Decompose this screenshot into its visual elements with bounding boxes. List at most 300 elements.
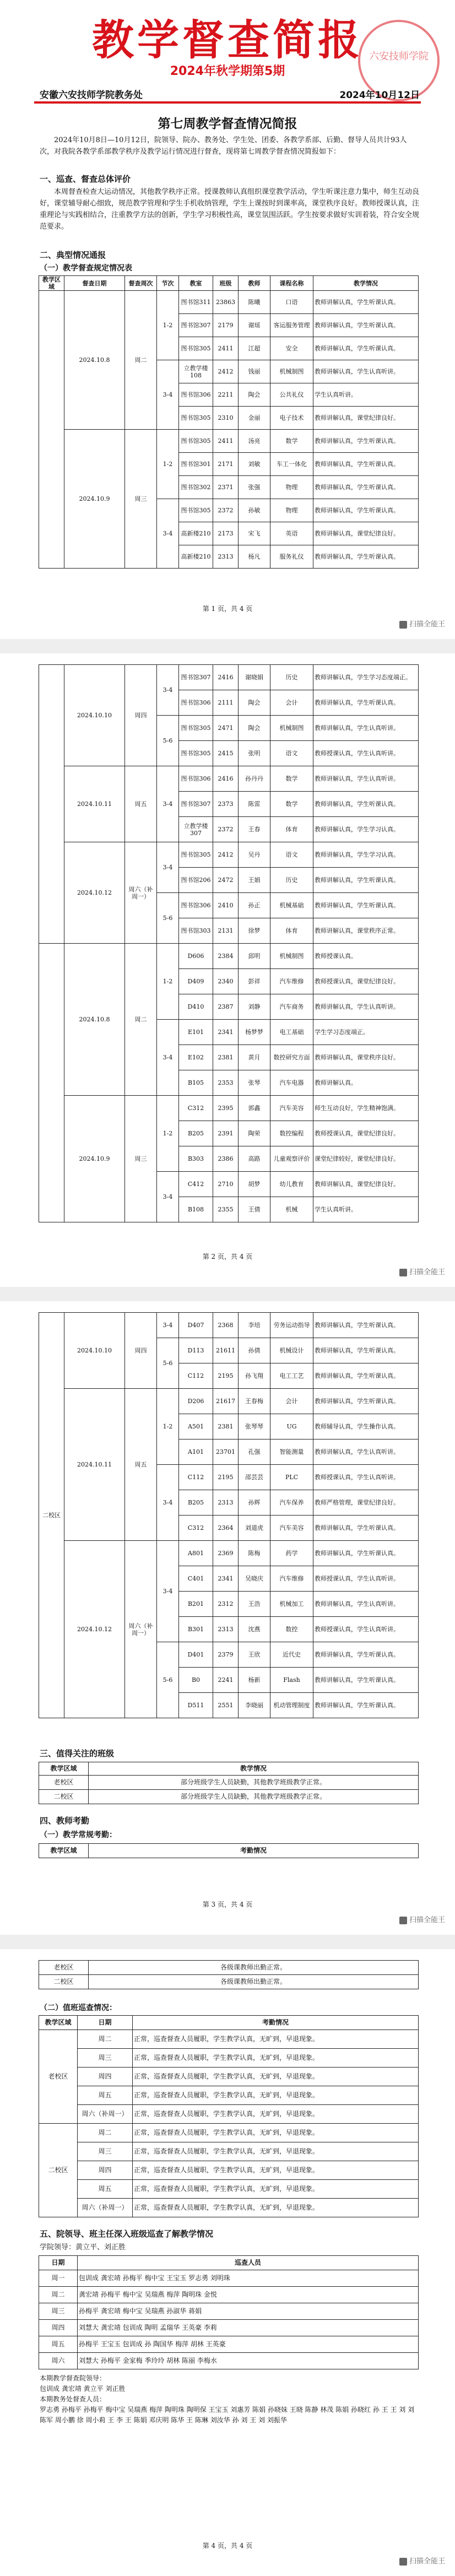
- class-cell: 2131: [213, 918, 239, 944]
- teacher-cell: 张明: [239, 741, 270, 766]
- teacher-cell: 王欣: [239, 1642, 270, 1668]
- course-cell: 体育: [270, 918, 313, 944]
- date-cell: 2024.10.12: [64, 1541, 125, 1718]
- note-cell: 教师讲解认真，学生听课认真。: [313, 1516, 419, 1541]
- period-cell: 5-6: [157, 893, 179, 944]
- inspection-table-p3: [39, 1312, 419, 1718]
- duty-day: 周二: [78, 2030, 133, 2049]
- note-cell: 教师讲解认真，学生听课认真。: [313, 1313, 419, 1338]
- class-cell: 2412: [213, 360, 239, 383]
- col-period: 节次: [157, 276, 179, 291]
- duty-note: 正常，巡查督查人员履职，学生教学认真，无旷到，早退现象。: [133, 2199, 419, 2217]
- note-cell: 教师讲解认真，学生认真听讲。: [313, 360, 419, 383]
- course-cell: 汽车商务: [270, 994, 313, 1020]
- note-cell: 教师讲解认真，学生认真听讲。: [313, 766, 419, 792]
- course-cell: 电工基础: [270, 1020, 313, 1045]
- note-cell: 教师讲解认真，课堂纪律良好。: [313, 522, 419, 545]
- p1-body: [39, 291, 419, 569]
- week-cell: 周四: [125, 665, 157, 766]
- note-cell: 教师讲解认真，学生听课认真。: [313, 430, 419, 453]
- course-cell: 药学: [270, 1541, 313, 1566]
- section-1-text: 本周督查检查大运动情况，其他教学秩序正常。授课教师认真组织课堂教学活动，学生听课注意力集中，师生互动良好，课堂辅导耐心细致，规范教学管理和学生手机收纳管理，学生上课按时到课率高，课堂秩序良好。教师授课认真，注重理论与实践相结合，注重教学方法的创新，学生学习积极性高，课堂氛围活跃。学生按要求做好实训着装，符合安全规范要求。: [40, 188, 420, 231]
- class-cell: 2386: [213, 1146, 239, 1172]
- patrol-col-header: 巡查人员: [78, 2256, 419, 2270]
- room-cell: 图书馆307: [179, 665, 213, 690]
- class-cell: 21617: [213, 1389, 239, 1414]
- masthead-issue: 2024年秋学期第5期: [170, 64, 285, 78]
- class-cell: 2173: [213, 522, 239, 545]
- teacher-cell: 杨新: [239, 1668, 270, 1693]
- room-cell: 立教学楼307: [179, 817, 213, 842]
- course-cell: 电工工艺: [270, 1363, 313, 1389]
- course-cell: 汽车维修: [270, 969, 313, 994]
- class-cell: 2412: [213, 842, 239, 868]
- teacher-cell: 陶荣: [239, 1121, 270, 1146]
- room-cell: D206: [179, 1389, 213, 1414]
- course-cell: 物理: [270, 476, 313, 499]
- teacher-cell: 陈曦: [239, 291, 270, 314]
- teacher-cell: 邱明: [239, 944, 270, 969]
- patrol-names: 刘慧大 孙梅平 金家梅 季玲玲 胡林 陈丽 李梅水: [78, 2353, 419, 2369]
- class-cell: 21611: [213, 1338, 239, 1363]
- table-row: [39, 1389, 419, 1414]
- attention-region: 老校区: [39, 1776, 89, 1790]
- period-cell: 3-4: [157, 1020, 179, 1096]
- class-cell: 2341: [213, 1020, 239, 1045]
- course-cell: 机械加工: [270, 1592, 313, 1617]
- class-cell: 2415: [213, 741, 239, 766]
- region-cell: [39, 944, 64, 1222]
- class-cell: 2411: [213, 430, 239, 453]
- course-cell: PLC: [270, 1465, 313, 1490]
- section-3-heading: 三、值得关注的班级: [40, 1749, 115, 1758]
- teacher-cell: 邵芸芸: [239, 1465, 270, 1490]
- patrol-names: 包训成 龚宏靖 孙梅平 梅中宝 王宝玉 罗志勇 刘明珠: [78, 2270, 419, 2287]
- patrol-names: 孙梅平 王宝玉 包训成 孙 陶国华 梅萍 胡林 王英豪: [78, 2336, 419, 2353]
- room-cell: A501: [179, 1414, 213, 1439]
- week-cell: 周三: [125, 1096, 157, 1222]
- course-cell: 口语: [270, 291, 313, 314]
- note-cell: 教师讲解认真。: [313, 1070, 419, 1096]
- teacher-cell: 谢瑶: [239, 314, 270, 337]
- class-cell: 2416: [213, 665, 239, 690]
- date-cell: 2024.10.9: [64, 1096, 125, 1222]
- course-cell: 机械制图: [270, 716, 313, 741]
- note-cell: 教师讲解认真，课堂秩序正常。: [313, 918, 419, 944]
- teacher-cell: 金丽: [239, 407, 270, 430]
- teacher-cell: 王春梅: [239, 1389, 270, 1414]
- course-cell: 数学: [270, 430, 313, 453]
- class-cell: 2471: [213, 716, 239, 741]
- table-row: [39, 2336, 419, 2353]
- note-cell: 教师讲解认真，学生听课认真。: [313, 1642, 419, 1668]
- teacher-cell: 黄月: [239, 1045, 270, 1070]
- attendance-note: 各级课教师出勤正常。: [89, 1975, 419, 1989]
- note-cell: 教师讲解认真，课堂秩序良好。: [313, 1045, 419, 1070]
- note-cell: 教师辅导认真，学生操作认真。: [313, 1414, 419, 1439]
- red-divider: [34, 101, 421, 104]
- course-cell: 汽车保养: [270, 1490, 313, 1516]
- course-cell: 劳务运动指导: [270, 1313, 313, 1338]
- note-cell: 教师讲解认真，学生听课认真。: [313, 1668, 419, 1693]
- scanner-watermark: 扫描全能王: [399, 1914, 445, 1924]
- room-cell: C401: [179, 1566, 213, 1592]
- note-cell: 教师讲解认真，学生认真听讲。: [313, 1592, 419, 1617]
- room-cell: 图书馆306: [179, 383, 213, 407]
- class-cell: 2472: [213, 868, 239, 893]
- room-cell: D113: [179, 1338, 213, 1363]
- note-cell: 课堂纪律较好，课堂纪律良好。: [313, 1146, 419, 1172]
- seal-text: 六安技师学院: [369, 51, 429, 62]
- table-row: [39, 2142, 419, 2161]
- room-cell: 图书馆305: [179, 337, 213, 360]
- page-number: 第 3 页，共 4 页: [202, 1901, 253, 1908]
- period-cell: 1-2: [157, 944, 179, 1020]
- class-cell: 2195: [213, 1363, 239, 1389]
- table-row: [39, 2049, 419, 2068]
- col-note: 教学情况: [313, 276, 419, 291]
- course-cell: 数学: [270, 792, 313, 817]
- class-cell: 2381: [213, 1414, 239, 1439]
- class-cell: 2341: [213, 1566, 239, 1592]
- period-cell: 1-2: [157, 1389, 179, 1465]
- date-cell: 2024.10.11: [64, 766, 125, 842]
- teacher-cell: 李晓丽: [239, 1693, 270, 1718]
- col-region: 教学区域: [39, 276, 64, 291]
- course-cell: 安全: [270, 337, 313, 360]
- teacher-cell: 宋飞: [239, 522, 270, 545]
- attention-note: 部分班级学生人员缺勤，其他教学班级教学正常。: [89, 1776, 419, 1790]
- week-cell: 周二: [125, 291, 157, 430]
- inspection-table-p2: [39, 664, 419, 1222]
- teacher-cell: 王浩: [239, 1592, 270, 1617]
- note-cell: 教师授课认真，学生认真听讲。: [313, 1465, 419, 1490]
- section-5-heading: 五、院领导、班主任深入班级巡查了解教学情况: [40, 2229, 214, 2239]
- attendance-col-note: 考勤情况: [89, 1844, 419, 1858]
- note-cell: 教师讲解认真，学生学习态度端正。: [313, 665, 419, 690]
- course-cell: 车工一体化: [270, 453, 313, 476]
- class-cell: 2381: [213, 1045, 239, 1070]
- teacher-cell: 孔强: [239, 1439, 270, 1465]
- section-2-heading: 二、典型情况通报: [40, 250, 106, 260]
- duty-note: 正常，巡查督查人员履职，学生教学认真，无旷到，早退现象。: [133, 2180, 419, 2199]
- col-course: 课程名称: [270, 276, 313, 291]
- table-row: [39, 2270, 419, 2287]
- teacher-cell: 刘静: [239, 994, 270, 1020]
- note-cell: 教师讲解认真，学生听课认真。: [313, 1363, 419, 1389]
- room-cell: 图书馆307: [179, 792, 213, 817]
- class-cell: 2313: [213, 1617, 239, 1642]
- note-cell: 教师讲解认真，学生听课认真。: [313, 314, 419, 337]
- page-gap: [0, 1287, 455, 1301]
- page-gap: [0, 639, 455, 653]
- table-row: [39, 2086, 419, 2105]
- note-cell: 教师讲解认真，学生听课认真。: [313, 337, 419, 360]
- masthead-date: 2024年10月12日: [339, 90, 420, 101]
- page-number: 第 4 页，共 4 页: [202, 2542, 253, 2550]
- course-cell: 会计: [270, 1389, 313, 1414]
- scanner-logo-icon: [399, 1917, 407, 1924]
- period-cell: 3-4: [157, 842, 179, 893]
- teacher-cell: 谢晓娟: [239, 665, 270, 690]
- teacher-cell: 王娟: [239, 868, 270, 893]
- table-header-row: [39, 2256, 419, 2270]
- course-cell: UG: [270, 1414, 313, 1439]
- week-cell: 周五: [125, 1389, 157, 1541]
- section-1-heading: 一、巡查、督查总体评价: [40, 174, 131, 184]
- class-cell: 2369: [213, 1541, 239, 1566]
- patrol-day: 周四: [39, 2320, 78, 2336]
- class-cell: 2313: [213, 545, 239, 569]
- teacher-cell: 杨凡: [239, 545, 270, 569]
- page-number: 第 2 页，共 4 页: [202, 1253, 253, 1260]
- closing-line: 本期教学督查院领导：: [40, 2374, 106, 2382]
- note-cell: 教师讲解认真，学生认真听讲。: [313, 716, 419, 741]
- teacher-cell: 孙正: [239, 893, 270, 918]
- class-cell: 2368: [213, 1313, 239, 1338]
- room-cell: A801: [179, 1541, 213, 1566]
- period-cell: 3-4: [157, 1541, 179, 1642]
- room-cell: 图书馆206: [179, 868, 213, 893]
- teacher-cell: 陈梅: [239, 1541, 270, 1566]
- note-cell: 教师讲解认真，学生听课认真。: [313, 868, 419, 893]
- table-row: [39, 766, 419, 792]
- teacher-cell: 陈雷: [239, 792, 270, 817]
- period-cell: 3-4: [157, 1465, 179, 1541]
- duty-region: 老校区: [39, 2030, 78, 2124]
- page-4: [0, 1949, 455, 2576]
- class-cell: 2241: [213, 1668, 239, 1693]
- note-cell: 教师严格管理，课堂纪律良好。: [313, 1490, 419, 1516]
- col-room: 教室: [179, 276, 213, 291]
- duty-note: 正常，巡查督查人员履职，学生教学认真，无旷到，早退现象。: [133, 2142, 419, 2161]
- note-cell: 教师授课认真，课堂纪律良好。: [313, 1121, 419, 1146]
- room-cell: D409: [179, 969, 213, 994]
- date-cell: 2024.10.11: [64, 1389, 125, 1541]
- class-cell: 2387: [213, 994, 239, 1020]
- room-cell: 高新楼210: [179, 522, 213, 545]
- period-cell: 1-2: [157, 1096, 179, 1172]
- room-cell: B105: [179, 1070, 213, 1096]
- room-cell: 图书馆305: [179, 741, 213, 766]
- room-cell: 图书馆311: [179, 291, 213, 314]
- class-cell: 2355: [213, 1197, 239, 1222]
- class-cell: 2211: [213, 383, 239, 407]
- course-cell: Flash: [270, 1668, 313, 1693]
- period-cell: 1-2: [157, 291, 179, 360]
- attention-col-note: 教学情况: [89, 1762, 419, 1776]
- table-row: [39, 2030, 419, 2049]
- col-teacher: 教师: [239, 276, 270, 291]
- scanner-logo-icon: [399, 621, 407, 629]
- teacher-cell: 张强: [239, 476, 270, 499]
- course-cell: 会计: [270, 690, 313, 716]
- table-row: [39, 1096, 419, 1121]
- period-cell: 1-2: [157, 430, 179, 499]
- class-cell: 2551: [213, 1693, 239, 1718]
- teacher-cell: 孙辉: [239, 1490, 270, 1516]
- room-cell: E101: [179, 1020, 213, 1045]
- period-cell: 5-6: [157, 716, 179, 766]
- duty-day: 周六（补周一）: [78, 2199, 133, 2217]
- section-2-subheading: （一）教学督查规定情况表: [40, 264, 132, 273]
- table-row: [39, 2180, 419, 2199]
- course-cell: 机动管理制度: [270, 1693, 313, 1718]
- teacher-cell: 孙倩: [239, 1338, 270, 1363]
- duty-note: 正常，巡查督查人员履职，学生教学认真，无旷到，早退现象。: [133, 2030, 419, 2049]
- week-cell: 周二: [125, 944, 157, 1096]
- course-cell: 机械制图: [270, 944, 313, 969]
- class-cell: 2179: [213, 314, 239, 337]
- course-cell: 公共礼仪: [270, 383, 313, 407]
- teacher-cell: 刘道虎: [239, 1516, 270, 1541]
- table-row: [39, 2303, 419, 2320]
- closing-notes: [40, 2373, 420, 2426]
- teacher-cell: 孙丹丹: [239, 766, 270, 792]
- class-cell: 2312: [213, 1592, 239, 1617]
- note-cell: 教师授课认真，学生认真听讲。: [313, 1617, 419, 1642]
- section-5-leaders: 学院领导：黄立平、刘正胜: [40, 2243, 126, 2252]
- note-cell: 教师授课认真。: [313, 944, 419, 969]
- duty-day: 周五: [78, 2180, 133, 2199]
- attendance-head-table: [39, 1843, 419, 1858]
- note-cell: 教师讲解认真，学生听课认真。: [313, 1693, 419, 1718]
- teacher-cell: 沈燕: [239, 1617, 270, 1642]
- note-cell: 教师讲解认真，学生听课认真。: [313, 893, 419, 918]
- closing-line: 本期教务处督查人员：: [40, 2395, 106, 2403]
- course-cell: 汽车电器: [270, 1070, 313, 1096]
- teacher-cell: 王春: [239, 817, 270, 842]
- class-cell: 2416: [213, 766, 239, 792]
- page-number: 第 1 页，共 4 页: [202, 605, 253, 613]
- masthead-title: 教学督查简报: [92, 15, 363, 64]
- room-cell: 图书馆305: [179, 716, 213, 741]
- room-cell: D410: [179, 994, 213, 1020]
- attention-col-region: 教学区域: [39, 1762, 89, 1776]
- room-cell: 图书馆307: [179, 314, 213, 337]
- duty-col-header: 教学区域: [39, 2016, 78, 2030]
- col-week: 督查周次: [125, 276, 157, 291]
- room-cell: 图书馆305: [179, 499, 213, 522]
- teacher-cell: 刘敏: [239, 453, 270, 476]
- class-cell: 2372: [213, 817, 239, 842]
- teacher-cell: 江超: [239, 337, 270, 360]
- period-cell: 5-6: [157, 1338, 179, 1389]
- date-cell: 2024.10.9: [64, 430, 125, 569]
- note-cell: 教师讲解认真，学生听课认真。: [313, 1389, 419, 1414]
- room-cell: C412: [179, 1172, 213, 1197]
- room-cell: C312: [179, 1516, 213, 1541]
- teacher-cell: 胡梦: [239, 1172, 270, 1197]
- room-cell: 立教学楼108: [179, 360, 213, 383]
- class-cell: 2395: [213, 1096, 239, 1121]
- table-row: [39, 291, 419, 314]
- note-cell: 教师讲解认真，学生听课认真。: [313, 1541, 419, 1566]
- region-cell: [39, 665, 64, 944]
- teacher-cell: 钱丽: [239, 360, 270, 383]
- masthead-org: 安徽六安技师学院教务处: [40, 90, 143, 101]
- page-1: [0, 0, 455, 639]
- patrol-day: 周二: [39, 2287, 78, 2303]
- class-cell: 2353: [213, 1070, 239, 1096]
- room-cell: B205: [179, 1490, 213, 1516]
- course-cell: 客运服务管理: [270, 314, 313, 337]
- note-cell: 教师讲解认真，学生学习认真。: [313, 817, 419, 842]
- date-cell: 2024.10.8: [64, 291, 125, 430]
- table-row: [39, 2287, 419, 2303]
- course-cell: 汽车美容: [270, 1096, 313, 1121]
- note-cell: 教师讲解认真，学生学习认真。: [313, 842, 419, 868]
- region-cell: [39, 291, 64, 569]
- course-cell: 数学: [270, 766, 313, 792]
- class-cell: 2364: [213, 1516, 239, 1541]
- period-cell: 3-4: [157, 499, 179, 569]
- course-cell: 英语: [270, 522, 313, 545]
- course-cell: 物理: [270, 499, 313, 522]
- date-cell: 2024.10.8: [64, 944, 125, 1096]
- note-cell: 教师授课认真，学生认真听讲。: [313, 1566, 419, 1592]
- class-cell: 2384: [213, 944, 239, 969]
- date-cell: 2024.10.10: [64, 1313, 125, 1389]
- duty-table: [39, 2015, 419, 2217]
- duty-note: 正常，巡查督查人员履职，学生教学认真，无旷到，早退现象。: [133, 2124, 419, 2142]
- table-row: [39, 1541, 419, 1566]
- week-cell: 周六（补周一）: [125, 1541, 157, 1718]
- room-cell: A101: [179, 1439, 213, 1465]
- course-cell: 数控: [270, 1617, 313, 1642]
- table-row: [39, 2161, 419, 2180]
- course-cell: 近代史: [270, 1642, 313, 1668]
- teacher-cell: 张琴琴: [239, 1414, 270, 1439]
- course-cell: 儿童观察评价: [270, 1146, 313, 1172]
- date-cell: 2024.10.10: [64, 665, 125, 766]
- scanner-watermark: 扫描全能王: [399, 2555, 445, 2566]
- class-cell: 2710: [213, 1172, 239, 1197]
- duty-day: 周四: [78, 2161, 133, 2180]
- room-cell: C312: [179, 1096, 213, 1121]
- patrol-names: 刘慧大 龚宏靖 包训成 陶明 孟瑞华 王英豪 李莉: [78, 2320, 419, 2336]
- course-cell: 电子技术: [270, 407, 313, 430]
- teacher-cell: 彭祥: [239, 969, 270, 994]
- p3-body: [39, 1313, 419, 1718]
- week-cell: 周六（补周一）: [125, 842, 157, 944]
- note-cell: 学生认真听讲。: [313, 383, 419, 407]
- room-cell: D407: [179, 1313, 213, 1338]
- attention-region: 二校区: [39, 1790, 89, 1804]
- teacher-cell: 杨梦梦: [239, 1020, 270, 1045]
- duty-day: 周五: [78, 2086, 133, 2105]
- room-cell: 图书馆305: [179, 842, 213, 868]
- course-cell: 幼儿教育: [270, 1172, 313, 1197]
- class-cell: 23701: [213, 1439, 239, 1465]
- teacher-cell: 吴丹: [239, 842, 270, 868]
- attendance-region: 二校区: [39, 1975, 89, 1989]
- p2-body: [39, 665, 419, 1222]
- class-cell: 2171: [213, 453, 239, 476]
- section-4-subheading-2: （二）值班巡查情况：: [40, 2004, 117, 2012]
- table-row: [39, 2124, 419, 2142]
- duty-note: 正常，巡查督查人员履职，学生教学认真，无旷到，早退现象。: [133, 2049, 419, 2068]
- note-cell: 教师讲解认真，学生听课认真。: [313, 1338, 419, 1363]
- teacher-cell: 孙敏: [239, 499, 270, 522]
- course-cell: 机械设计: [270, 1338, 313, 1363]
- room-cell: 图书馆303: [179, 918, 213, 944]
- attendance-note: 各级课教师出勤正常。: [89, 1961, 419, 1975]
- room-cell: B108: [179, 1197, 213, 1222]
- note-cell: 教师讲解认真，学生听课认真。: [313, 792, 419, 817]
- note-cell: 学生学习态度端正。: [313, 1020, 419, 1045]
- page-2: [0, 653, 455, 1287]
